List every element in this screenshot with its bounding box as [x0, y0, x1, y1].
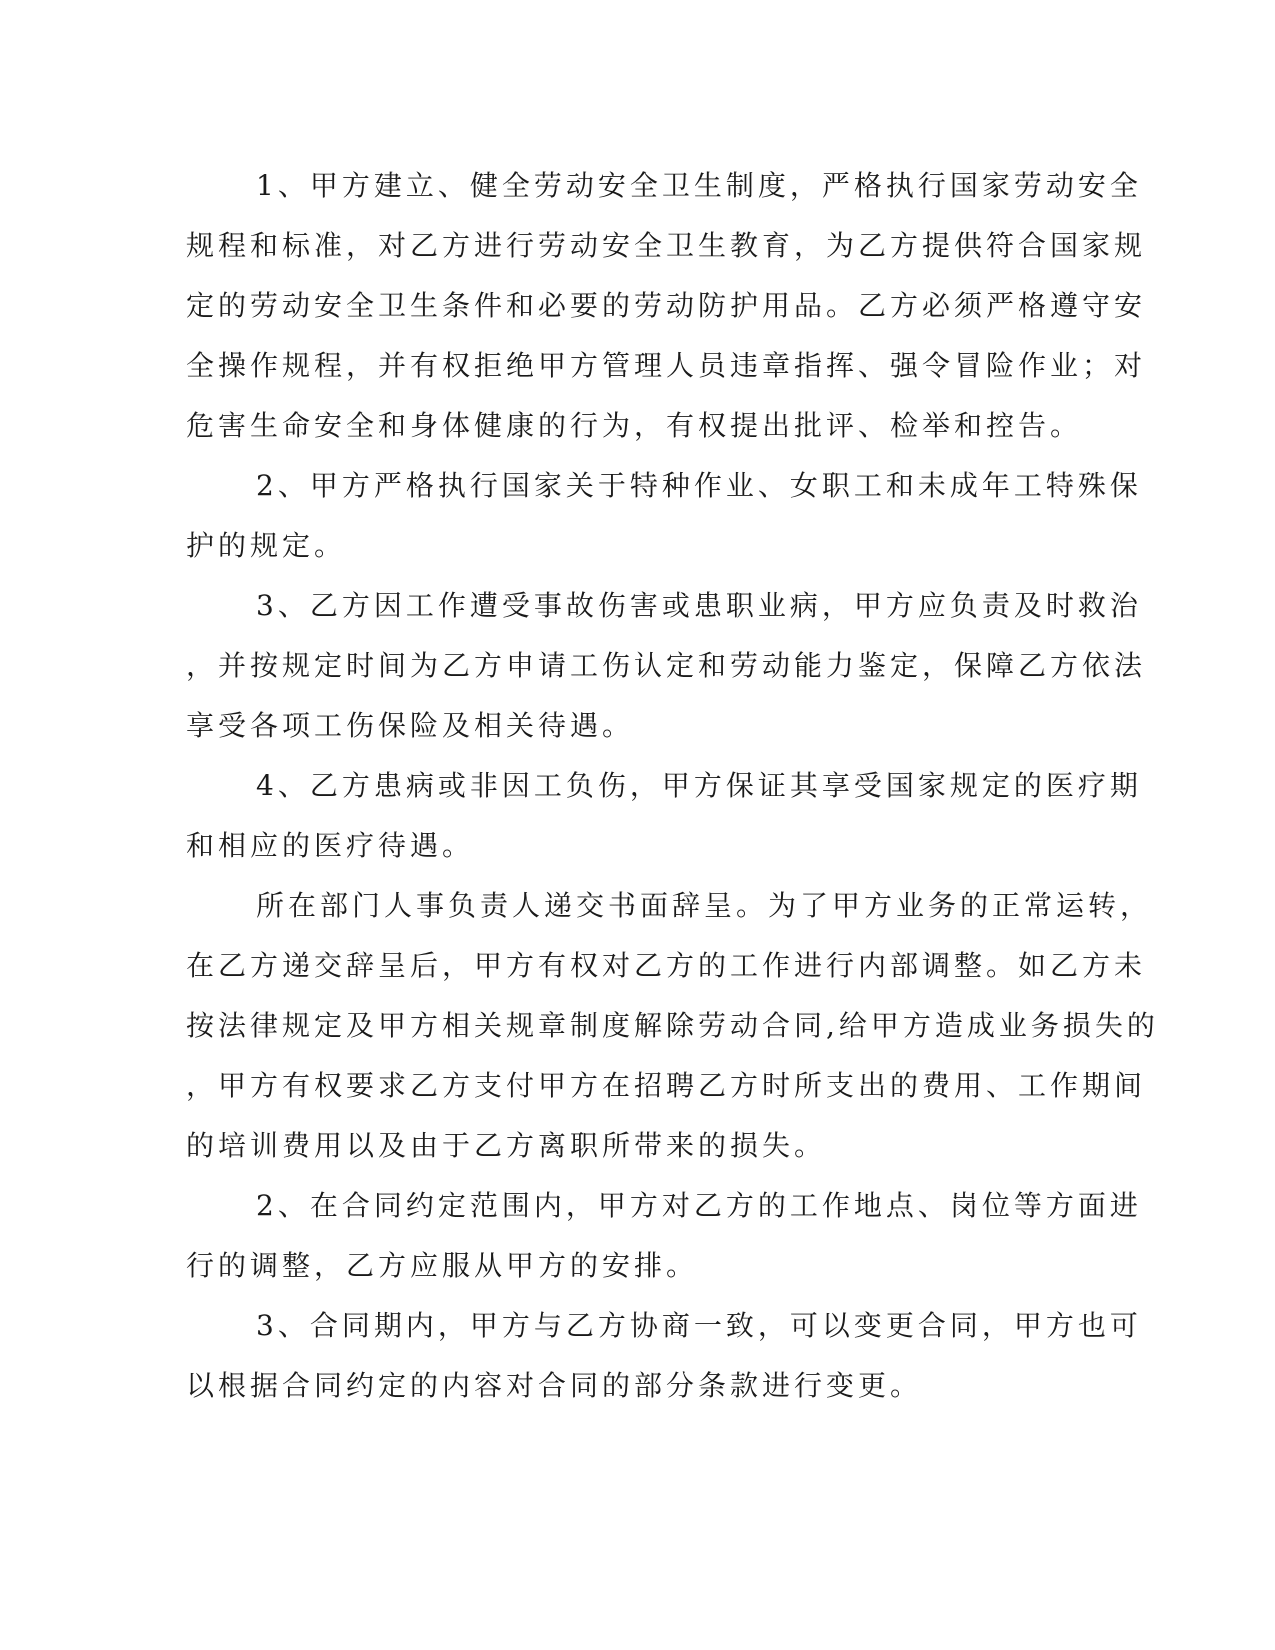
text-line: 危害生命安全和身体健康的行为，有权提出批评、检举和控告。 [186, 409, 1083, 442]
text-line: 所在部门人事负责人递交书面辞呈。为了甲方业务的正常运转， [256, 889, 1153, 922]
text-line: 全操作规程，并有权拒绝甲方管理人员违章指挥、强令冒险作业；对 [186, 349, 1147, 382]
text-line: 享受各项工伤保险及相关待遇。 [186, 709, 635, 742]
text-line: 按法律规定及甲方相关规章制度解除劳动合同,给甲方造成业务损失的 [186, 1009, 1159, 1042]
text-line: 2、在合同约定范围内，甲方对乙方的工作地点、岗位等方面进 [256, 1189, 1142, 1222]
text-line: 4、乙方患病或非因工负伤，甲方保证其享受国家规定的医疗期 [256, 769, 1142, 802]
text-line: 3、合同期内，甲方与乙方协商一致，可以变更合同，甲方也可 [256, 1309, 1142, 1342]
text-line: ，并按规定时间为乙方申请工伤认定和劳动能力鉴定，保障乙方依法 [186, 649, 1147, 682]
text-line: 1、甲方建立、健全劳动安全卫生制度，严格执行国家劳动安全 [256, 169, 1142, 202]
text-line: 规程和标准，对乙方进行劳动安全卫生教育，为乙方提供符合国家规 [186, 229, 1147, 262]
text-line: 定的劳动安全卫生条件和必要的劳动防护用品。乙方必须严格遵守安 [186, 289, 1147, 322]
text-line: 和相应的医疗待遇。 [186, 829, 475, 862]
text-line: ，甲方有权要求乙方支付甲方在招聘乙方时所支出的费用、工作期间 [186, 1069, 1147, 1102]
text-line: 以根据合同约定的内容对合同的部分条款进行变更。 [186, 1369, 923, 1402]
text-line: 2、甲方严格执行国家关于特种作业、女职工和未成年工特殊保 [256, 469, 1142, 502]
text-line: 护的规定。 [186, 529, 347, 562]
text-line: 3、乙方因工作遭受事故伤害或患职业病，甲方应负责及时救治 [256, 589, 1142, 622]
text-line: 在乙方递交辞呈后，甲方有权对乙方的工作进行内部调整。如乙方未 [186, 949, 1147, 982]
text-line: 行的调整，乙方应服从甲方的安排。 [186, 1249, 699, 1282]
document-body [186, 156, 1159, 1416]
text-line: 的培训费用以及由于乙方离职所带来的损失。 [186, 1129, 827, 1162]
